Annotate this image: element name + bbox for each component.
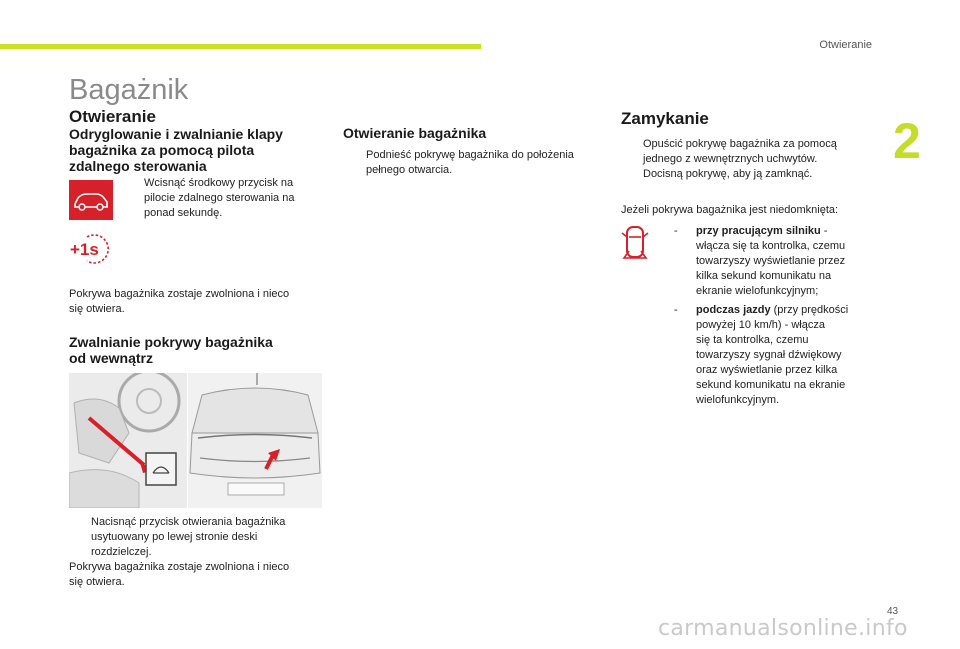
dashboard-release-button-image <box>69 373 187 508</box>
header-accent-bar <box>0 44 481 49</box>
subheading-inside-release: Zwalnianie pokrywy bagażnika od wewnątrz <box>69 334 273 366</box>
heading-otwieranie: Otwieranie <box>69 107 156 126</box>
subheading-remote: Odryglowanie i zwalnianie klapy bagażnika za pomocą pilota zdalnego sterowania <box>69 126 283 174</box>
page-number: 43 <box>887 606 899 617</box>
plus-one-second-icon <box>69 232 114 266</box>
chapter-number: 2 <box>893 113 921 169</box>
warning-item-driving: - podczas jazdy (przy prędkości powyżej 10 km/h) - włącza się ta kontrolka, czemu towarzyszy sygnał dźwiękowy oraz wyświetlanie przez kilka sekund komunikatu na ekranie wielofunkcyjnym. <box>674 304 849 406</box>
tailgate-image <box>188 373 322 508</box>
page-title: Bagażnik <box>69 74 189 106</box>
section-label: Otwieranie <box>819 39 872 51</box>
svg-text:+1s: +1s <box>70 240 99 259</box>
bullet-press-dashboard-button: Nacisnąć przycisk otwierania bagażnika usytuowany po lewej stronie deski rozdzielczej. <box>91 516 286 558</box>
bullet-press-remote: Wcisnąć środkowy przycisk na pilocie zdalnego sterowania na ponad sekundę. <box>144 177 295 219</box>
paragraph-not-closed: Jeżeli pokrywa bagażnika jest niedomknięta: <box>621 204 839 216</box>
warning-item-engine-running: - przy pracującym silniku - włącza się ta kontrolka, czemu towarzyszy wyświetlanie przez kilka sekund komunikatu na ekranie wielofunkcyjnym; <box>674 225 846 297</box>
heading-zamykanie: Zamykanie <box>621 109 709 128</box>
car-remote-icon <box>69 180 113 220</box>
watermark: carmanualsonline.info <box>658 616 908 641</box>
bullet-lower-tailgate: Opuścić pokrywę bagażnika za pomocą jednego z wewnętrznych uchwytów. <box>643 138 837 165</box>
paragraph-released-1: Pokrywa bagażnika zostaje zwolniona i nieco się otwiera. <box>69 288 290 315</box>
heading-otwieranie-bagaznika: Otwieranie bagażnika <box>343 125 487 141</box>
paragraph-released-2: Pokrywa bagażnika zostaje zwolniona i nieco się otwiera. <box>69 561 290 588</box>
bullet-lift-tailgate: Podnieść pokrywę bagażnika do położenia pełnego otwarcia. <box>366 149 574 176</box>
bullet-press-tailgate: Docisną pokrywę, aby ją zamknąć. <box>643 168 813 180</box>
open-tailgate-warning-icon <box>621 225 649 261</box>
